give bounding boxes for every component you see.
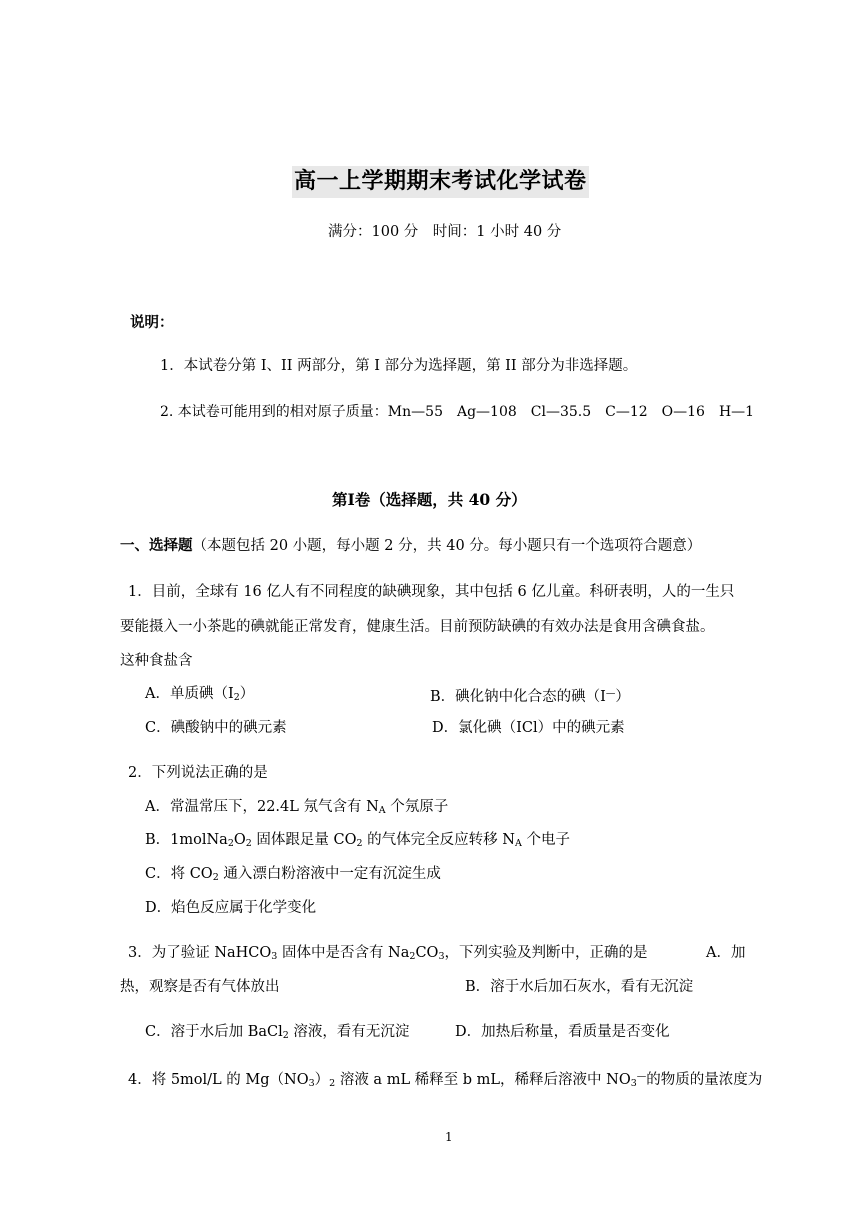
part1-heading: 第Ⅰ卷（选择题，共 40 分） — [332, 490, 527, 509]
section-one-heading — [120, 536, 701, 556]
q3-option-b: B．溶于水后加石灰水，看有无沉淀 — [465, 979, 694, 995]
notes-item-2: 2. 本试卷可能用到的相对原子质量：Mn—55 Ag—108 Cl—35.5 C—12 O—16 H—1 — [160, 404, 755, 420]
page-number: 1 — [445, 1130, 453, 1144]
notes-label: 说明： — [130, 314, 174, 331]
q3-option-a-start: A．加 — [706, 945, 746, 961]
q4-stem: 4．将 5mol/L 的 $Mg(NO_3)_2$ 溶液 a mL 稀释至 b mL，稀释后溶液中 $NO_3^—$的物质的量浓度为 — [128, 1071, 763, 1089]
q3-option-c: C．溶于水后加 BaCl$_2$ 溶液，看有无沉淀 — [145, 1024, 410, 1041]
q2-option-a: A．常温常压下，22.4L 氖气含有 $N_A$ 个氖原子 — [145, 799, 449, 816]
q2-option-d: D．焰色反应属于化学变化 — [145, 900, 317, 916]
q3-option-d: D．加热后称量，看质量是否变化 — [455, 1024, 670, 1040]
exam-subtitle: 满分：100 分 时间：1 小时 40 分 — [328, 224, 562, 240]
q2-option-b: B．$1molNa_2O_2$ 固体跟足量 $CO_2$ 的气体完全反应转移 $N_A$ 个电子 — [145, 832, 570, 849]
q2-stem: 2．下列说法正确的是 — [128, 765, 268, 781]
q1-stem-line-2: 要能摄入一小茶匙的碘就能正常发育，健康生活。目前预防缺碘的有效办法是食用含碘食盐。 — [120, 619, 715, 635]
notes-item-1: 1．本试卷分第 I、II 两部分，第 I 部分为选择题，第 II 部分为非选择题。 — [160, 358, 638, 374]
section-one-desc: （本题包括 20 小题，每小题 2 分，共 40 分。每小题只有一个选项符合题意） — [192, 538, 702, 554]
q1-option-c: C．碘酸钠中的碘元素 — [145, 720, 287, 736]
exam-title: 高一上学期期末考试化学试卷 — [292, 166, 589, 198]
q1-option-a: A．单质碘$(I_2)$ — [145, 686, 255, 703]
section-one-label: 一、选择题 — [120, 537, 193, 554]
q1-stem-line-1: 1．目前，全球有 16 亿人有不同程度的缺碘现象，其中包括 6 亿儿童。科研表明，人的一生只 — [128, 584, 735, 600]
q1-option-d: D．氯化碘（ICl）中的碘元素 — [432, 720, 625, 736]
q3-stem: 3．为了验证 NaHCO$_3$ 固体中是否含有 $Na_2CO_3$，下列实验及判断中，正确的是 — [128, 945, 648, 962]
q3-option-a-end: 热，观察是否有气体放出 — [120, 979, 280, 995]
q1-option-b: B．碘化钠中化合态的碘（I—） — [430, 688, 630, 705]
q2-option-c: C．将 $CO_2$ 通入漂白粉溶液中一定有沉淀生成 — [145, 866, 441, 883]
q1-stem-line-3: 这种食盐含 — [120, 653, 193, 669]
